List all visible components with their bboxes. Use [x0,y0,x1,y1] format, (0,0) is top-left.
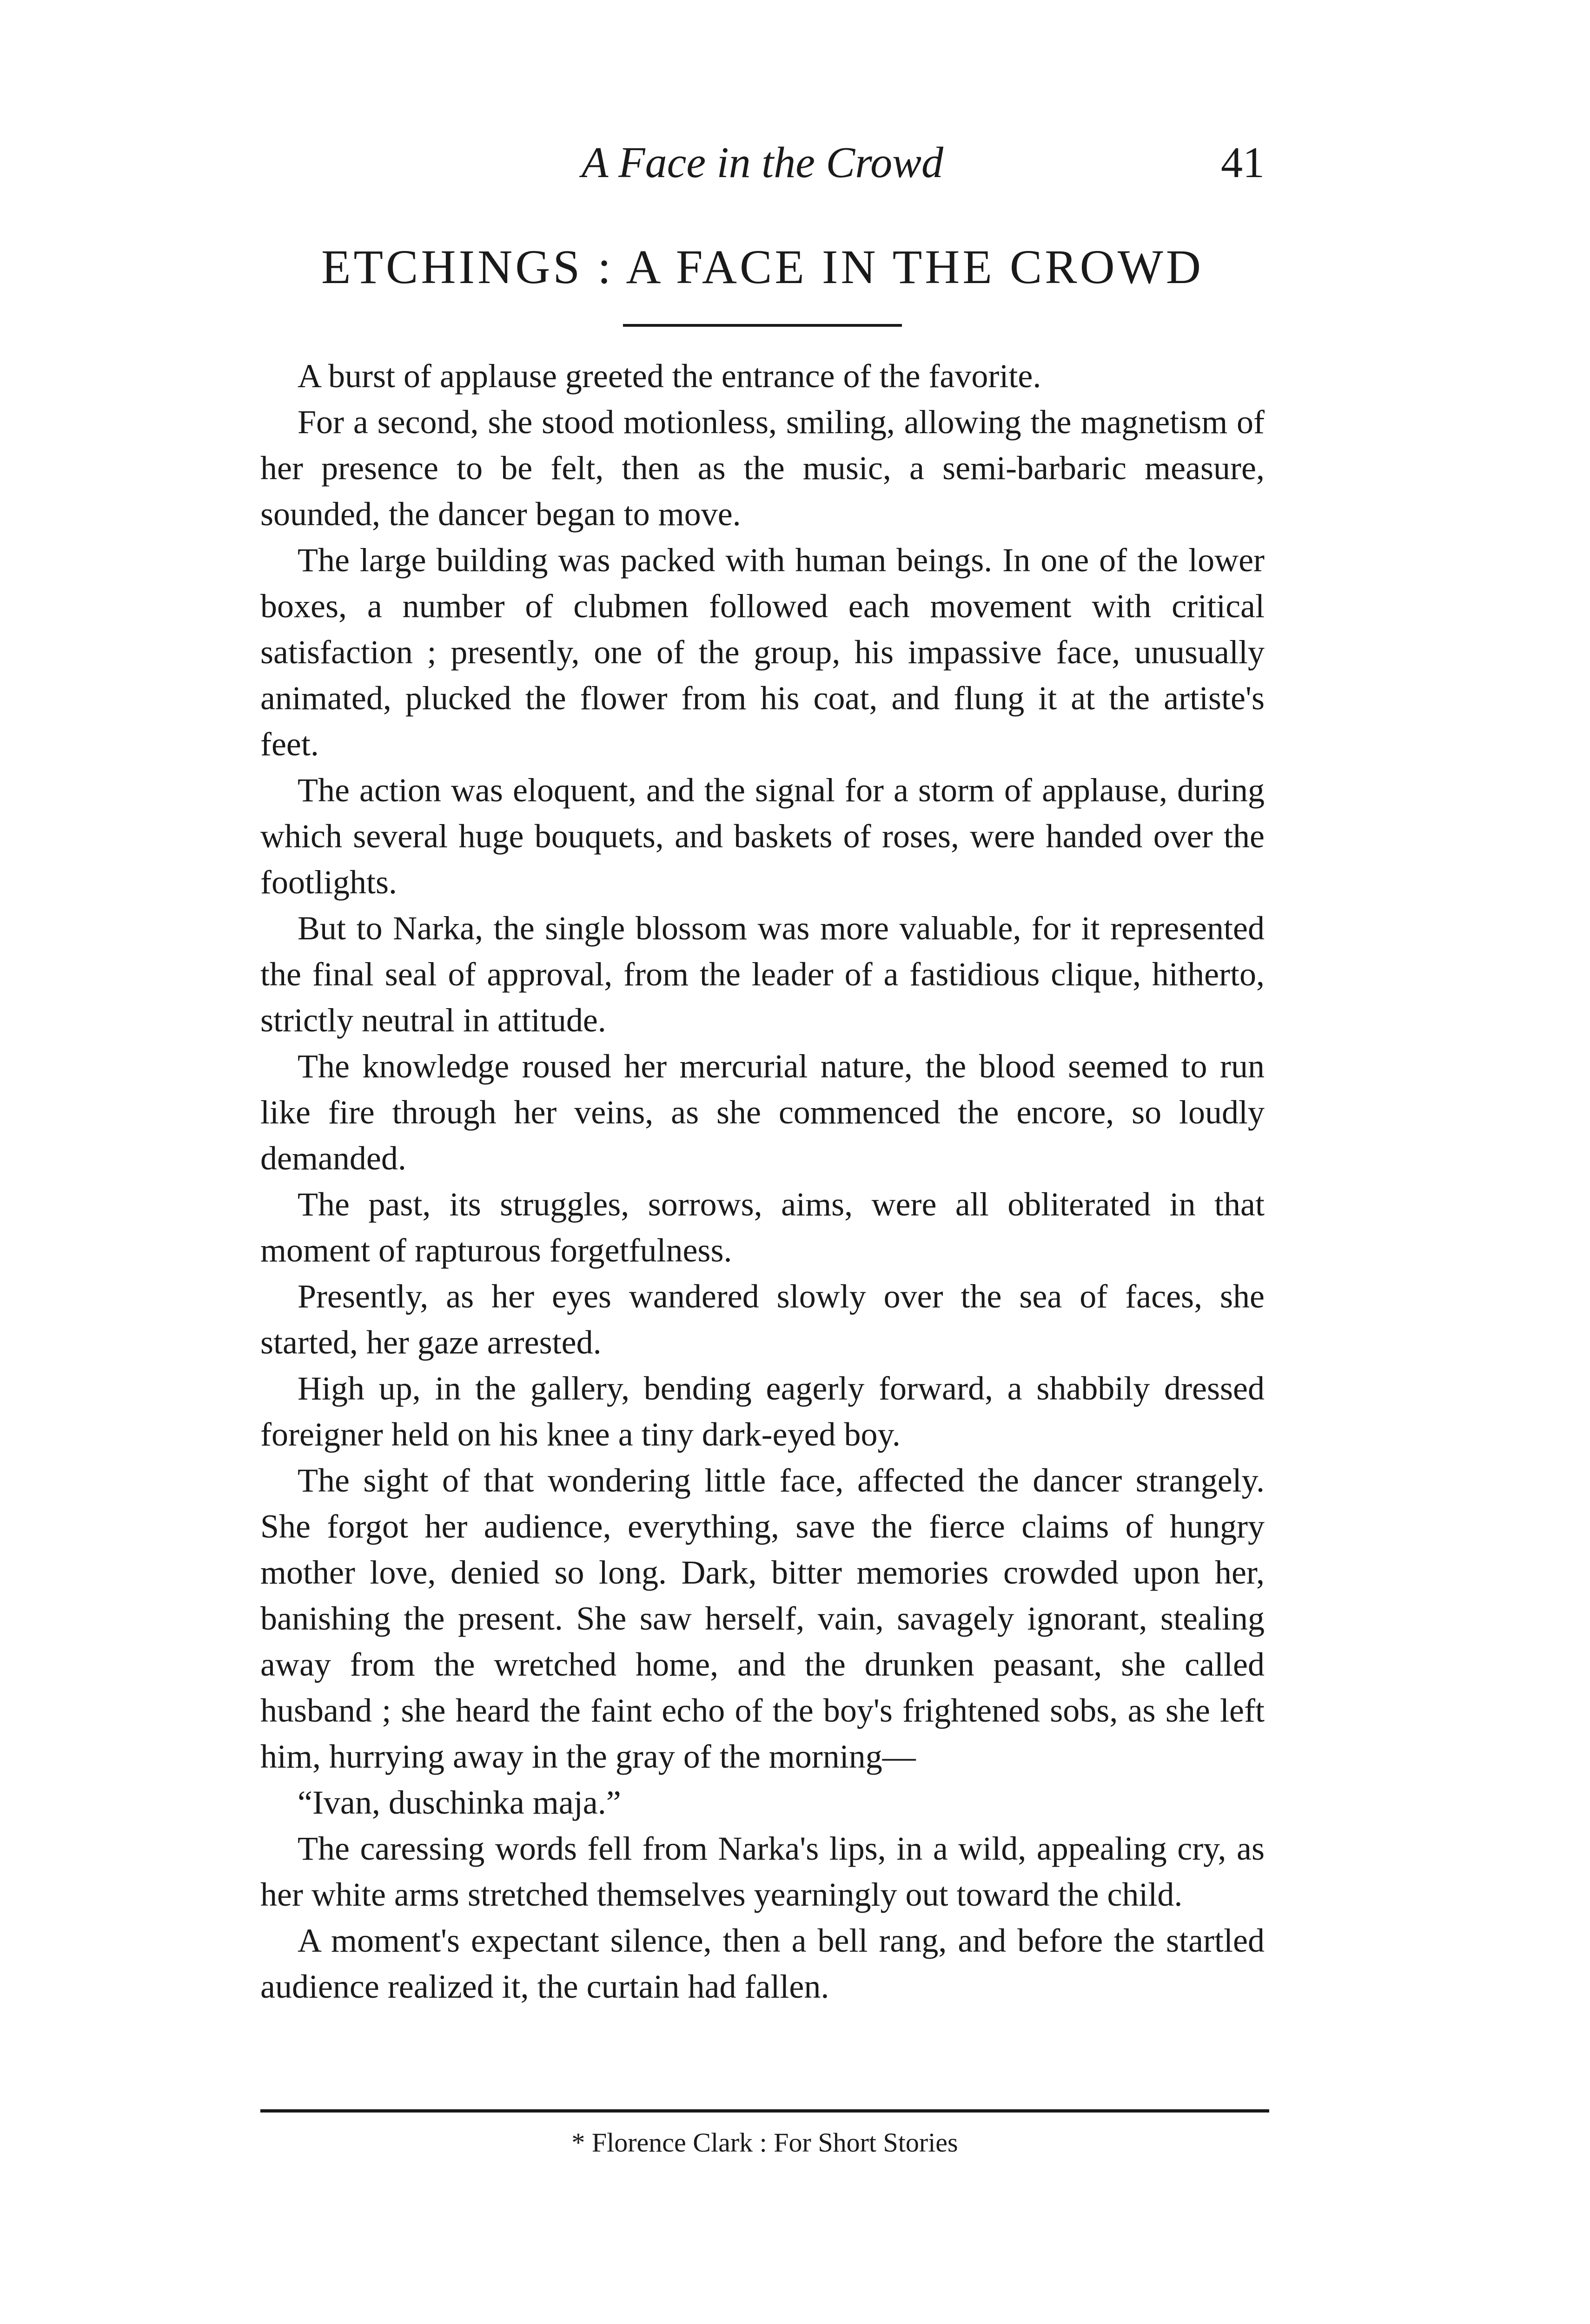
quote-paragraph: “Ivan, duschinka maja.” [298,1784,621,1821]
paragraph: The caressing words fell from Narka's lips, in a wild, appealing cry, as her white arms stretched themselves yearningly out toward the child. [260,1830,1265,1913]
paragraph: But to Narka, the single blossom was more valuable, for it represented the final seal of approval, from the leader of a fastidious clique, hitherto, strictly neutral in attitude. [260,910,1265,1039]
running-title: A Face in the Crowd [581,139,944,187]
bottom-rule [260,2109,1269,2113]
paragraph: The action was eloquent, and the signal for a storm of applause, during which several huge bouquets, and baskets of roses, were handed over the footlights. [260,772,1265,901]
source-credit: * Florence Clark : For Short Stories [571,2127,958,2158]
title-rule [623,324,902,327]
story-body [260,353,1265,2010]
chapter-title: ETCHINGS : A FACE IN THE CROWD [321,240,1204,294]
paragraph: The sight of that wondering little face, affected the dancer strangely. She forgot her audience, everything, save the fierce claims of hungry mother love, denied so long. Dark, bitter memories crowded upon her, banishing the present. She saw herself, vain, savagely ignorant, stealing away from the wretched home, and the drunken peasant, she called husband ; she heard the faint echo of the boy's frightened sobs, as she left him, hurrying away in the gray of the morning— [260,1462,1265,1775]
paragraph: A burst of applause greeted the entrance of the favorite. [298,357,1041,395]
paragraph: High up, in the gallery, bending eagerly forward, a shabbily dressed foreigner held on his knee a tiny dark-eyed boy. [260,1370,1265,1453]
running-head [260,135,1265,191]
paragraph: The past, its struggles, sorrows, aims, were all obliterated in that moment of rapturous forgetfulness. [260,1186,1265,1269]
paragraph: The knowledge roused her mercurial nature, the blood seemed to run like fire through her veins, as she commenced the encore, so loudly demanded. [260,1048,1265,1177]
page-number: 41 [1221,139,1265,187]
paragraph: Presently, as her eyes wandered slowly over the sea of faces, she started, her gaze arrested. [260,1278,1265,1361]
paragraph: For a second, she stood motionless, smiling, allowing the magnetism of her presence to be felt, then as the music, a semi-barbaric measure, sounded, the dancer began to move. [260,403,1265,533]
paragraph: A moment's expectant silence, then a bell rang, and before the startled audience realized it, the curtain had fallen. [260,1922,1265,2005]
paragraph: The large building was packed with human beings. In one of the lower boxes, a number of clubmen followed each movement with critical satisfaction ; presently, one of the group, his impassive face, unusually animated, plucked the flower from his coat, and flung it at the artiste's feet. [260,541,1265,763]
